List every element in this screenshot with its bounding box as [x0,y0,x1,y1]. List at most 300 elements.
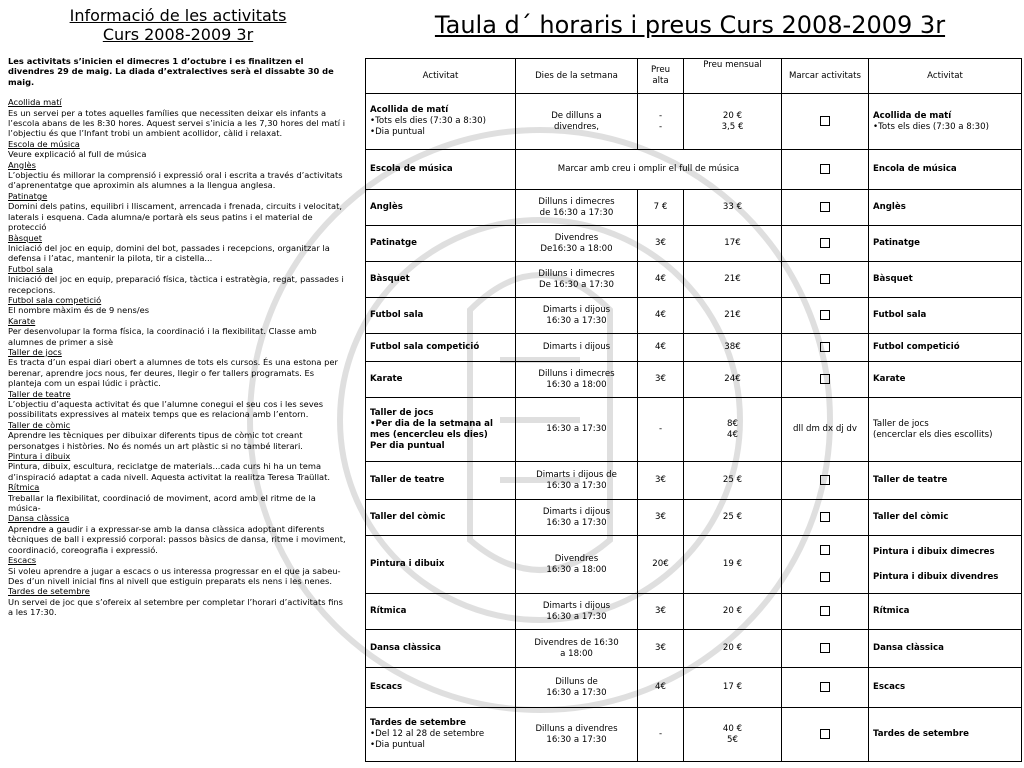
cell-marcar [782,298,869,334]
activity-right-name: Futbol competició [873,342,960,352]
cell-preu-mensual [684,362,782,398]
days-circle-options: dll dm dx dj dv [793,424,857,434]
cell-days [516,398,638,462]
days-line: Dilluns i dimecres [538,196,615,207]
activity-description-text: Es tracta d’un espai diari obert a alumnes de tots els cursos. És una estona per berenar, aprendre jocs nous, fer deures, llegir o fer tallers programats. Es planteja com un espai lúdic i pràctic. [8,357,338,389]
days-line: 16:30 a 18:00 [546,379,607,390]
days-line: Dimarts i dijous [542,506,611,517]
schedule-table [365,58,1022,762]
activity-right-name: Acollida de matí [873,110,952,121]
days-line: Dilluns i dimecres [538,368,615,379]
cell-marcar [782,262,869,298]
activity-right-line: Pintura i dibuix divendres [873,571,999,582]
days-line: Dilluns de [555,676,598,687]
info-title [8,6,348,44]
cell-preu-mensual [684,94,782,150]
table-row [366,500,1022,536]
cell-days [516,594,638,630]
cell-activity [366,226,516,262]
days-line: Divendres de 16:30 [534,637,619,648]
activity-description [8,420,348,451]
mark-checkbox[interactable] [820,512,830,522]
cell-preu-mensual [684,298,782,334]
table-row [366,298,1022,334]
alta-line: 3€ [655,238,666,248]
cell-marcar [782,594,869,630]
table-header-row [366,59,1022,94]
days-line: de 16:30 a 17:30 [539,207,614,218]
activity-description-name: Futbol sala [8,263,53,274]
activity-description-name: Taller de jocs [8,346,62,357]
mensual-line: 24€ [724,374,741,384]
cell-activity [366,334,516,362]
activity-description-name: Acollida matí [8,97,62,108]
checkbox-wrap [786,728,864,741]
cell-activity [366,94,516,150]
activity-name: Escola de música [370,164,453,174]
cell-activity-right [869,362,1022,398]
checkbox-wrap [786,605,864,618]
activity-right-name: Bàsquet [873,274,913,284]
cell-activity [366,190,516,226]
activity-description-text: Domini dels patins, equilibri i lliscament, arrencada i frenada, circuits i velocitat, laterals i esquena. Cada alumna/e portarà els seus patins i el material de protecció [8,201,343,233]
activity-subline: •Tots els dies (7:30 a 8:30) [370,116,486,126]
cell-days [516,462,638,500]
info-title-line1: Informació de les activitats [69,6,287,25]
activity-description-name: Dansa clàssica [8,513,70,524]
cell-activity-right [869,150,1022,190]
cell-preu-alta [638,94,684,150]
cell-activity-right [869,398,1022,462]
mark-checkbox[interactable] [820,729,830,739]
activity-name: Patinatge [370,238,417,248]
days-line: De 16:30 a 17:30 [539,279,614,290]
checkbox-wrap [786,309,864,322]
mark-checkbox[interactable] [820,202,830,212]
mark-checkbox[interactable] [820,643,830,653]
activity-right-name: Anglès [873,202,906,212]
activity-right-subline: •Tots els dies (7:30 a 8:30) [873,121,989,132]
activity-name: Pintura i dibuix [370,559,445,569]
table-row [366,190,1022,226]
activity-name: Anglès [370,202,403,212]
cell-activity-right [869,536,1022,594]
cell-activity [366,668,516,708]
activity-name: Escacs [370,682,403,692]
cell-preu-mensual [684,630,782,668]
activities-info-panel [8,6,348,766]
activity-right-name: Encola de música [873,164,957,174]
mark-checkbox[interactable] [820,374,830,384]
cell-preu-alta [638,630,684,668]
activity-right-name: Futbol sala [873,310,927,320]
mensual-line: 4€ [727,429,738,440]
cell-days [516,298,638,334]
cell-days [516,536,638,594]
days-line: a 18:00 [560,648,593,659]
activity-right-name: Patinatge [873,238,920,248]
checkbox-wrap [786,163,864,176]
cell-preu-mensual [684,226,782,262]
header-activitat-right: Activitat [869,59,1022,94]
table-row [366,334,1022,362]
alta-line: 4€ [655,682,666,692]
alta-line: 7 € [653,202,668,212]
activity-description-name: Taller de teatre [8,388,71,399]
cell-days [516,334,638,362]
alta-line: 3€ [655,475,666,485]
checkbox-wrap [786,341,864,354]
cell-activity-right [869,630,1022,668]
activity-description [8,513,348,555]
cell-preu-mensual [684,190,782,226]
intro-text: Les activitats s’inicien el dimecres 1 d’octubre i es finalitzen el divendres 29 de maig. La diada d’extralectives serà el dissabte 30 de maig. [8,56,334,87]
mensual-line: 3,5 € [721,121,744,132]
header-preu-mensual: Preu mensual [684,59,782,94]
activity-subline: •Dia puntual [370,740,425,750]
cell-activity [366,500,516,536]
activity-description-text: Veure explicació al full de música [8,149,147,160]
activity-name: Bàsquet [370,274,410,284]
mark-checkbox[interactable] [820,164,830,174]
alta-line: 3€ [655,512,666,522]
activity-description-name: Tardes de setembre [8,586,90,597]
cell-preu-mensual [684,668,782,708]
cell-activity [366,536,516,594]
checkbox-wrap [786,474,864,487]
cell-preu-alta [638,594,684,630]
checkbox-wrap [786,115,864,128]
cell-activity [366,262,516,298]
cell-days [516,708,638,762]
cell-activity [366,362,516,398]
alta-line: - [658,110,663,121]
activity-right-name: Escacs [873,682,906,692]
alta-line: 3€ [655,643,666,653]
cell-preu-mensual [684,462,782,500]
cell-marcar [782,630,869,668]
days-line: 16:30 a 17:30 [546,517,607,528]
cell-marcar [782,334,869,362]
days-line: Dimarts i dijous [542,304,611,315]
cell-days [516,190,638,226]
cell-preu-alta [638,398,684,462]
info-title-line2: Curs 2008-2009 3r [102,25,254,44]
days-line: 16:30 a 17:30 [546,611,607,622]
activity-name: Karate [370,374,403,384]
days-line: De dilluns a [551,110,602,121]
activity-right-name: Taller del còmic [873,512,949,522]
activity-description-text: Iniciació del joc en equip, preparació física, tàctica i estratègia, regat, passades i recepcions. [8,274,344,295]
mark-checkbox[interactable] [820,572,830,582]
checkbox-wrap [786,511,864,524]
cell-preu-alta [638,500,684,536]
cell-preu-mensual [684,594,782,630]
checkbox-wrap [786,237,864,250]
cell-marcar [782,500,869,536]
cell-activity-right [869,190,1022,226]
cell-preu-mensual [684,708,782,762]
page-title: Taula d´ horaris i preus Curs 2008-2009 3r [434,11,946,39]
days-line: De16:30 a 18:00 [540,243,613,254]
checkbox-wrap [786,572,864,585]
cell-preu-alta [638,262,684,298]
mensual-line: 21€ [724,310,741,320]
cell-preu-alta [638,226,684,262]
activity-description [8,451,348,482]
activity-description-text: Aprendre a gaudir i a expressar-se amb la dansa clàssica adoptant diferents tècniques de ball i expressió corporal: passos bàsics de dansa, ritme i moviment, coordinació, coreografia i expressió. [8,523,346,555]
activity-name: Rítmica [370,606,407,616]
activity-description-name: Bàsquet [8,232,42,243]
table-row [366,668,1022,708]
cell-marcar [782,150,869,190]
mark-checkbox[interactable] [820,545,830,555]
mensual-line: 38€ [724,342,741,352]
mark-checkbox[interactable] [820,682,830,692]
activity-name: Taller de jocs [370,407,434,418]
cell-activity-right [869,500,1022,536]
activity-description [8,160,348,191]
days-line: Divendres [554,553,599,564]
alta-line: 3€ [655,374,666,384]
activity-description-name: Escacs [8,555,37,566]
activity-description-name: Taller de còmic [8,419,71,430]
table-row [366,536,1022,594]
alta-line: 4€ [655,310,666,320]
activity-name: Taller de teatre [370,475,445,485]
activity-subline: •Del 12 al 28 de setembre [370,729,485,739]
activity-subline: Per dia puntual [370,440,445,451]
activity-description [8,555,348,586]
activity-description-name: Rítmica [8,482,40,493]
cell-activity [366,150,516,190]
activity-description-text: Aprendre les tècniques per dibuixar diferents tipus de còmic tot creant personatges i històries. No és només un art plàstic si no també literari. [8,430,303,451]
days-line: 16:30 a 18:00 [546,564,607,575]
cell-days [516,500,638,536]
alta-line: - [658,729,663,739]
activity-right-line: Pintura i dibuix dimecres [873,546,995,557]
table-row [366,462,1022,500]
cell-preu-mensual [684,398,782,462]
activity-description [8,347,348,389]
days-line: 16:30 a 17:30 [546,687,607,698]
activity-description-text: Per desenvolupar la forma física, la coordinació i la flexibilitat. Classe amb alumnes de primer a sisè [8,326,317,347]
header-dies: Dies de la setmana [516,59,638,94]
mensual-line: 20 € [722,110,743,121]
header-marcar: Marcar activitats [782,59,869,94]
cell-marcar [782,362,869,398]
activity-description-name: Pintura i dibuix [8,451,71,462]
checkbox-wrap [786,642,864,655]
mark-checkbox[interactable] [820,475,830,485]
days-line: 16:30 a 17:30 [546,424,607,434]
activity-name: Futbol sala competició [370,342,480,352]
cell-activity-right [869,298,1022,334]
cell-marcar [782,462,869,500]
alta-line: - [658,424,663,434]
mensual-line: 19 € [722,559,743,569]
table-row [366,262,1022,298]
mensual-line: 40 € [722,723,743,734]
cell-activity-right [869,334,1022,362]
cell-activity [366,462,516,500]
activity-description [8,191,348,233]
cell-activity-right [869,262,1022,298]
cell-activity [366,708,516,762]
checkbox-wrap [786,201,864,214]
mensual-line: 17 € [722,682,743,692]
activity-description [8,316,348,347]
cell-preu-alta [638,462,684,500]
cell-activity-right [869,668,1022,708]
activity-name: Dansa clàssica [370,643,441,653]
activity-right-name: Karate [873,374,906,384]
mensual-line: 25 € [722,512,743,522]
alta-line: 4€ [655,274,666,284]
days-line: Dilluns a divendres [535,723,618,734]
activity-description [8,233,348,264]
cell-days [516,630,638,668]
mensual-line: 20 € [722,643,743,653]
alta-line: 4€ [655,342,666,352]
activity-description-text: Iniciació del joc en equip, domini del bot, passades i recepcions, organitzar la defensa i l’atac, mantenir la pilota, tir a cistella... [8,242,330,264]
cell-activity [366,594,516,630]
cell-preu-mensual [684,262,782,298]
mensual-line: 5€ [727,734,738,745]
alta-line: 3€ [655,606,666,616]
mensual-line: 33 € [722,202,743,212]
activity-description [8,295,348,316]
days-line: Dilluns i dimecres [538,268,615,279]
alta-line: 20€ [652,559,669,569]
days-line: 16:30 a 17:30 [546,315,607,326]
cell-merged-note: Marcar amb creu i omplir el full de música [516,150,782,190]
table-row [366,94,1022,150]
cell-days [516,94,638,150]
table-row [366,708,1022,762]
cell-preu-alta [638,536,684,594]
activity-description-name: Patinatge [8,190,48,201]
cell-activity [366,298,516,334]
activity-right-name: Rítmica [873,606,910,616]
activity-description-text: Pintura, dibuix, escultura, reciclatge de materials...cada curs hi ha un tema d’inspiració adaptat a cada nivell. Aquesta activitat la realitza Teresa Traüllat. [8,461,331,482]
mark-checkbox[interactable] [820,310,830,320]
cell-days [516,668,638,708]
mark-checkbox[interactable] [820,116,830,126]
mark-checkbox[interactable] [820,238,830,248]
activity-description [8,482,348,513]
cell-days [516,262,638,298]
activity-description-text: L’objectiu d’aquesta activitat és que l’alumne conegui el seu cos i les seves possibilitats expressives al mateix temps que es relaciona amb l’entorn. [8,399,324,420]
cell-preu-mensual [684,536,782,594]
checkbox-wrap [786,373,864,386]
header-activitat: Activitat [366,59,516,94]
mensual-line: 25 € [722,475,743,485]
cell-activity [366,398,516,462]
activity-description-name: Anglès [8,159,36,170]
activity-description [8,389,348,420]
activity-name: Futbol sala [370,310,424,320]
cell-days [516,362,638,398]
cell-days [516,226,638,262]
cell-marcar [782,190,869,226]
activity-description-text: Si voleu aprendre a jugar a escacs o us interessa progressar en el que ja sabeu- Des d’un nivell inicial fins al nivell que estiguin preparats els nens i les nenes. [8,565,341,586]
cell-preu-alta [638,190,684,226]
cell-marcar [782,536,869,594]
activity-right-name: Tardes de setembre [873,729,969,739]
table-row [366,594,1022,630]
cell-activity-right [869,226,1022,262]
table-row [366,226,1022,262]
alta-line: - [658,121,663,132]
days-line: 16:30 a 17:30 [546,734,607,745]
checkbox-wrap [786,681,864,694]
mark-checkbox[interactable] [820,274,830,284]
activity-subline: •Per dia de la setmana al mes (encercleu els dies) [370,418,493,440]
activity-description [8,264,348,295]
cell-marcar [782,668,869,708]
mark-checkbox[interactable] [820,342,830,352]
cell-preu-mensual [684,500,782,536]
cell-marcar [782,226,869,262]
activity-name: Taller del còmic [370,512,446,522]
activity-description-text: L’objectiu és millorar la comprensió i expressió oral i escrita a través d’activitats d’aprenentatge que aproximin als alumnes a la llengua anglesa. [8,170,343,191]
table-row [366,630,1022,668]
activity-right-line: Taller de jocs [873,418,929,429]
cell-preu-alta [638,334,684,362]
activity-name: Tardes de setembre [370,718,466,728]
header-preu-alta: Preu alta [638,59,684,94]
cell-marcar [782,708,869,762]
cell-preu-alta [638,708,684,762]
activity-subline: •Dia puntual [370,127,425,137]
checkbox-wrap [786,273,864,286]
table-row [366,362,1022,398]
mensual-line: 21€ [724,274,741,284]
activity-description [8,97,348,139]
cell-activity-right [869,594,1022,630]
activity-description-name: Futbol sala competició [8,294,102,305]
days-line: Dimarts i dijous de [536,469,617,480]
cell-preu-alta [638,362,684,398]
activity-description-text: Un servei de joc que s’ofereix al setembre per completar l’horari d’activitats fins a les 17:30. [8,596,344,618]
activity-description [8,586,348,617]
cell-marcar [782,398,869,462]
cell-preu-mensual [684,334,782,362]
days-line: Dimarts i dijous [542,342,611,352]
cell-preu-alta [638,668,684,708]
days-line: Divendres [554,232,599,243]
cell-marcar [782,94,869,150]
activity-right-name: Dansa clàssica [873,643,944,653]
activity-description [8,139,348,160]
mensual-line: 17€ [724,238,741,248]
activity-name: Acollida de matí [370,105,449,115]
days-line: 16:30 a 17:30 [546,480,607,491]
activity-description-name: Karate [8,315,36,326]
mensual-line: 8€ [727,418,738,429]
mark-checkbox[interactable] [820,606,830,616]
activity-description-text: Es un servei per a totes aquelles famílies que necessiten deixar els infants a l’escola abans de les 8:30 hores. Aquest servei s’inicia a les 7,30 hores del matí i l’objectiu és que l’Infant trobi un ambient acollidor, càlid i relaxat. [8,107,345,139]
cell-activity [366,630,516,668]
activity-descriptions [8,97,348,617]
activity-right-name: Taller de teatre [873,475,948,485]
table-row [366,150,1022,190]
cell-activity-right [869,94,1022,150]
activity-description-text: El nombre màxim és de 9 nens/es [8,305,150,316]
activity-description-text: Treballar la flexibilitat, coordinació de moviment, acord amb el ritme de la música- [8,492,316,514]
checkbox-wrap [786,545,864,558]
